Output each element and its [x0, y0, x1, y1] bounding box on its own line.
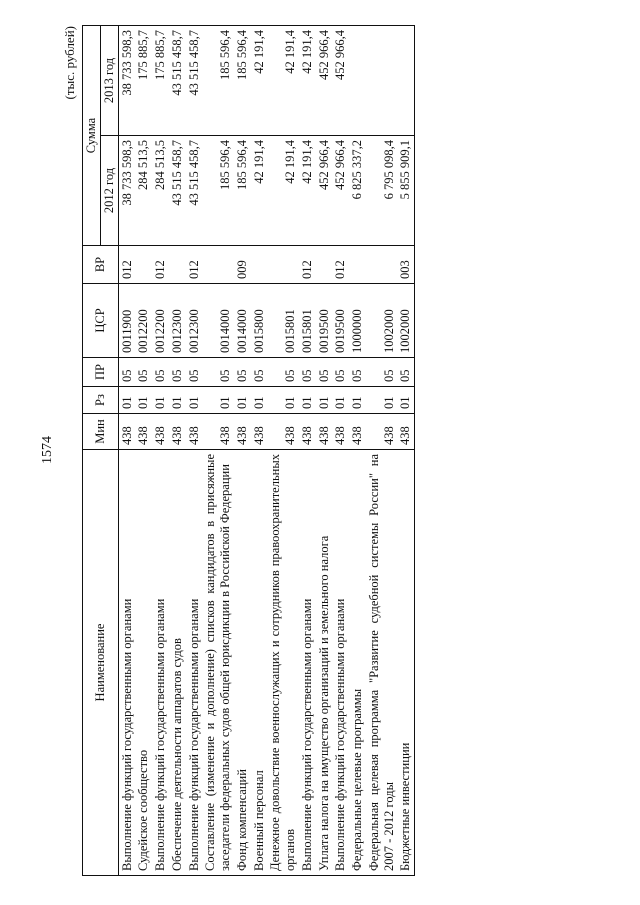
row-csr: 1002000 [397, 284, 414, 358]
row-min: 438 [118, 414, 135, 450]
header-sum: Сумма [83, 26, 101, 246]
row-csr: 0011900 [118, 284, 135, 358]
row-rz: 01 [316, 387, 333, 414]
row-csr: 0014000 [234, 284, 251, 358]
row-pr: 05 [169, 358, 186, 387]
row-pr: 05 [234, 358, 251, 387]
table-row [169, 26, 186, 876]
row-min: 438 [316, 414, 333, 450]
row-min: 438 [186, 414, 203, 450]
header-csr: ЦСР [83, 284, 119, 358]
row-csr: 0019500 [332, 284, 349, 358]
row-min: 438 [135, 414, 152, 450]
row-name: Федеральная целевая программа "Развитие судебной системы России" на 2007 - 2012 годы [366, 450, 398, 876]
row-sum-2012: 43 515 458,7 [186, 136, 203, 246]
row-rz: 01 [169, 387, 186, 414]
row-csr: 0015801 [299, 284, 316, 358]
row-pr: 05 [332, 358, 349, 387]
row-rz: 01 [349, 387, 366, 414]
row-rz: 01 [118, 387, 135, 414]
row-csr: 1002000 [366, 284, 398, 358]
row-name: Обеспечение деятельности аппаратов судов [169, 450, 186, 876]
row-sum-2012: 42 191,4 [299, 136, 316, 246]
units-label: (тыс. рублей) [62, 26, 77, 100]
row-rz: 01 [152, 387, 169, 414]
row-vr: 009 [234, 246, 251, 284]
table-row [316, 26, 333, 876]
header-rz: Рз [83, 387, 119, 414]
row-pr: 05 [202, 358, 234, 387]
row-pr: 05 [118, 358, 135, 387]
row-name: Фонд компенсаций [234, 450, 251, 876]
header-min: Мин [83, 414, 119, 450]
table-row [202, 26, 234, 876]
row-csr: 0012300 [186, 284, 203, 358]
row-sum-2012: 42 191,4 [251, 136, 268, 246]
table-row [135, 26, 152, 876]
row-min: 438 [299, 414, 316, 450]
row-sum-2012: 284 513,5 [135, 136, 152, 246]
header-pr: ПР [83, 358, 119, 387]
row-name: Выполнение функций государственными органами [332, 450, 349, 876]
header-vr: ВР [83, 246, 119, 284]
row-vr: 003 [397, 246, 414, 284]
row-csr: 0012200 [135, 284, 152, 358]
row-rz: 01 [135, 387, 152, 414]
table-row [397, 26, 414, 876]
row-vr: 012 [332, 246, 349, 284]
row-min: 438 [152, 414, 169, 450]
row-csr: 0015800 [251, 284, 268, 358]
row-csr: 0014000 [202, 284, 234, 358]
row-name: Военный персонал [251, 450, 268, 876]
table-row [234, 26, 251, 876]
row-pr: 05 [316, 358, 333, 387]
row-name: Денежное довольствие военнослужащих и сотрудников правоохранительных органов [267, 450, 299, 876]
row-sum-2013: 175 885,7 [152, 26, 169, 136]
row-rz: 01 [186, 387, 203, 414]
row-sum-2013: 42 191,4 [251, 26, 268, 136]
row-vr: 012 [299, 246, 316, 284]
header-2013: 2013 год [100, 26, 118, 136]
row-min: 438 [202, 414, 234, 450]
row-rz: 01 [366, 387, 398, 414]
row-name: Бюджетные инвестиции [397, 450, 414, 876]
row-pr: 05 [186, 358, 203, 387]
row-rz: 01 [202, 387, 234, 414]
row-sum-2012: 42 191,4 [267, 136, 299, 246]
row-sum-2013: 185 596,4 [234, 26, 251, 136]
row-csr: 0015801 [267, 284, 299, 358]
row-vr: 012 [118, 246, 135, 284]
row-sum-2012: 452 966,4 [332, 136, 349, 246]
row-sum-2012: 43 515 458,7 [169, 136, 186, 246]
row-sum-2012: 185 596,4 [234, 136, 251, 246]
rotated-page [40, 20, 600, 880]
row-sum-2012: 185 596,4 [202, 136, 234, 246]
row-sum-2013: 42 191,4 [299, 26, 316, 136]
row-sum-2012: 6 825 337,2 [349, 136, 366, 246]
row-min: 438 [169, 414, 186, 450]
row-pr: 05 [267, 358, 299, 387]
table-row [251, 26, 268, 876]
row-name: Составление (изменение и дополнение) списков кандидатов в присяжные заседатели федеральных судов общей юрисдикции в Российской Федерации [202, 450, 234, 876]
row-vr [349, 246, 366, 284]
row-vr: 012 [186, 246, 203, 284]
row-name: Выполнение функций государственными органами [118, 450, 135, 876]
row-pr: 05 [397, 358, 414, 387]
table-row [186, 26, 203, 876]
row-min: 438 [366, 414, 398, 450]
row-rz: 01 [267, 387, 299, 414]
row-pr: 05 [135, 358, 152, 387]
table-row [267, 26, 299, 876]
row-min: 438 [251, 414, 268, 450]
row-vr [366, 246, 398, 284]
row-min: 438 [332, 414, 349, 450]
table-row [299, 26, 316, 876]
row-name: Уплата налога на имущество организаций и земельного налога [316, 450, 333, 876]
table-row [118, 26, 135, 876]
row-csr: 0019500 [316, 284, 333, 358]
row-name: Судейское сообщество [135, 450, 152, 876]
row-sum-2012: 6 795 098,4 [366, 136, 398, 246]
row-pr: 05 [152, 358, 169, 387]
row-sum-2013 [366, 26, 398, 136]
row-sum-2012: 284 513,5 [152, 136, 169, 246]
row-sum-2013: 185 596,4 [202, 26, 234, 136]
table-row [366, 26, 398, 876]
row-vr [267, 246, 299, 284]
row-min: 438 [397, 414, 414, 450]
row-rz: 01 [397, 387, 414, 414]
row-sum-2012: 452 966,4 [316, 136, 333, 246]
row-rz: 01 [251, 387, 268, 414]
row-sum-2012: 5 855 909,1 [397, 136, 414, 246]
row-vr [251, 246, 268, 284]
row-sum-2013 [397, 26, 414, 136]
row-name: Федеральные целевые программы [349, 450, 366, 876]
row-rz: 01 [299, 387, 316, 414]
header-name: Наименование [83, 450, 119, 876]
row-sum-2013: 38 733 598,3 [118, 26, 135, 136]
row-vr [135, 246, 152, 284]
row-vr: 012 [152, 246, 169, 284]
row-csr: 0012300 [169, 284, 186, 358]
row-min: 438 [267, 414, 299, 450]
table-row [332, 26, 349, 876]
row-name: Выполнение функций государственными органами [186, 450, 203, 876]
page-number: 1574 [40, 436, 55, 464]
table-body [118, 26, 415, 876]
row-vr [169, 246, 186, 284]
row-sum-2013: 175 885,7 [135, 26, 152, 136]
row-sum-2013 [349, 26, 366, 136]
row-csr: 0012200 [152, 284, 169, 358]
header-2012: 2012 год [100, 136, 118, 246]
row-pr: 05 [251, 358, 268, 387]
row-min: 438 [234, 414, 251, 450]
row-rz: 01 [332, 387, 349, 414]
row-vr [202, 246, 234, 284]
row-csr: 1000000 [349, 284, 366, 358]
row-name: Выполнение функций государственными органами [299, 450, 316, 876]
budget-table [82, 25, 415, 876]
row-pr: 05 [349, 358, 366, 387]
row-sum-2013: 452 966,4 [332, 26, 349, 136]
row-pr: 05 [299, 358, 316, 387]
row-pr: 05 [366, 358, 398, 387]
row-rz: 01 [234, 387, 251, 414]
row-sum-2013: 42 191,4 [267, 26, 299, 136]
table-row [152, 26, 169, 876]
row-vr [316, 246, 333, 284]
row-sum-2012: 38 733 598,3 [118, 136, 135, 246]
row-min: 438 [349, 414, 366, 450]
table-row [349, 26, 366, 876]
row-sum-2013: 452 966,4 [316, 26, 333, 136]
row-sum-2013: 43 515 458,7 [169, 26, 186, 136]
row-sum-2013: 43 515 458,7 [186, 26, 203, 136]
row-name: Выполнение функций государственными органами [152, 450, 169, 876]
